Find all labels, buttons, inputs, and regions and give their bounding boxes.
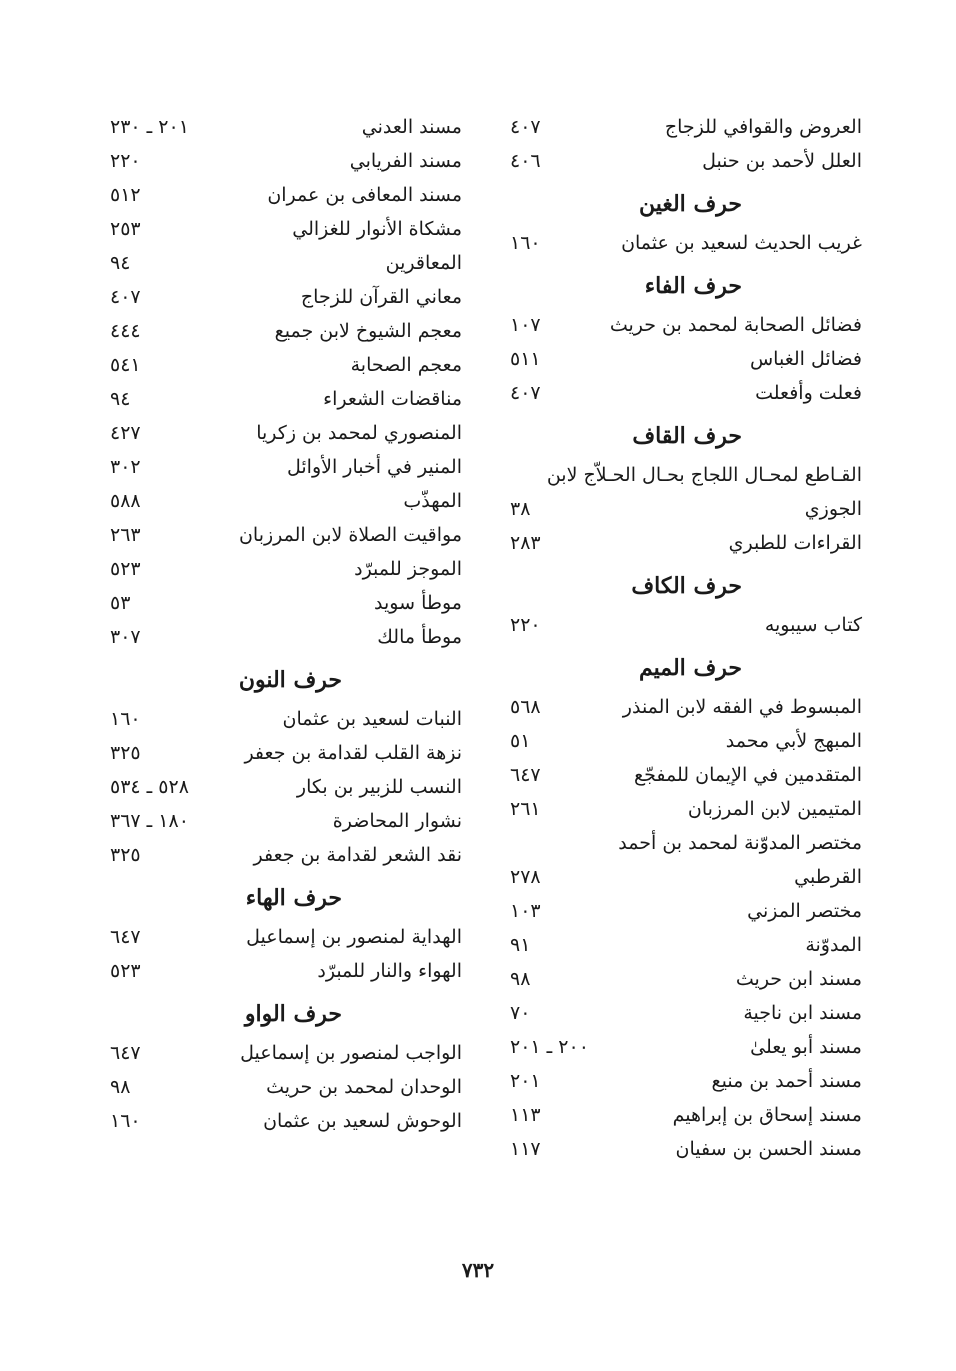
index-entry (110, 144, 462, 178)
entry-page: ٢٠٠ ـ ٢٠١ (510, 1036, 589, 1058)
entry-title: الجوزي (804, 498, 862, 520)
entry-page: ٣٨ (510, 498, 531, 520)
entry-page: ١٠٣ (510, 900, 541, 922)
entry-page: ١٨٠ ـ ٣٦٧ (110, 810, 189, 832)
index-entry (110, 804, 462, 838)
entry-title: الهداية لمنصور بن إسماعيل (246, 926, 462, 948)
index-entry (510, 1064, 862, 1098)
entry-page: ٣٠٧ (110, 626, 141, 648)
index-entry (510, 724, 862, 758)
entry-title: مسند ابن ناجية (743, 1002, 862, 1024)
entry-title: موطأ مالك (377, 626, 462, 648)
entry-page: ٩٨ (110, 1076, 131, 1098)
entry-title: معاني القرآن للزجاج (300, 286, 462, 308)
index-entry (510, 690, 862, 724)
entry-page: ٣٢٥ (110, 742, 141, 764)
index-entry (110, 416, 462, 450)
entry-page: ٩١ (510, 934, 531, 956)
index-entry (110, 552, 462, 586)
section-header: حرف الميم (638, 655, 742, 681)
index-entry (110, 348, 462, 382)
index-entry (110, 178, 462, 212)
entry-title: الوحدان لمحمد بن حريث (266, 1076, 462, 1098)
entry-title: نزهة القلب لقدامة بن جعفر (244, 742, 462, 764)
entry-page: ٥١١ (510, 348, 541, 370)
index-entry (110, 954, 462, 988)
entry-page: ١٠٧ (510, 314, 541, 336)
entry-page: ٩٨ (510, 968, 531, 990)
section-header: حرف الهاء (245, 885, 342, 911)
entry-title: الوحوش لسعيد بن عثمان (263, 1110, 462, 1132)
index-entry (510, 860, 862, 894)
entry-page: ٧٠ (510, 1002, 531, 1024)
index-entry (110, 1070, 462, 1104)
index-entry (110, 702, 462, 736)
index-entry (110, 920, 462, 954)
entry-page: ٤٤٤ (110, 320, 141, 342)
index-entry (510, 826, 862, 860)
entry-page: ٤٠٧ (510, 382, 541, 404)
index-entry (510, 308, 862, 342)
index-entry (110, 1036, 462, 1070)
section-header: حرف القاف (632, 423, 742, 449)
index-entry (110, 770, 462, 804)
entry-page: ٦٤٧ (110, 1042, 141, 1064)
entry-page: ٥١٢ (110, 184, 141, 206)
index-entry (510, 1030, 862, 1064)
entry-title: فضائل الصحابة لمحمد بن حريث (609, 314, 862, 336)
index-entry (110, 212, 462, 246)
entry-page: ٦٤٧ (110, 926, 141, 948)
index-entry (110, 518, 462, 552)
entry-title: مسند ابن حريث (735, 968, 862, 990)
index-entry (510, 492, 862, 526)
entry-title: القرطبي (794, 866, 862, 888)
entry-title: النبات لسعيد بن عثمان (282, 708, 462, 730)
entry-title: مسند إسحاق بن إبراهيم (672, 1104, 862, 1126)
entry-page: ٩٤ (110, 388, 131, 410)
entry-page: ١١٧ (510, 1138, 541, 1160)
entry-title: مسند الحسن بن سفيان (675, 1138, 862, 1160)
entry-title: المهذّب (403, 490, 462, 512)
entry-page: ٥٤١ (110, 354, 141, 376)
index-entry (110, 246, 462, 280)
entry-title: نشوار المحاضرة (332, 810, 462, 832)
entry-title: الهواء والنار للمبرّد (317, 960, 462, 982)
entry-page: ٢٧٨ (510, 866, 541, 888)
index-entry (110, 1104, 462, 1138)
entry-title: القـاطع لمحـال اللجاج بحـال الحـلاّج لابن (546, 464, 862, 486)
entry-title: فضائل الغباس (749, 348, 862, 370)
index-entry (510, 928, 862, 962)
entry-page: ٢٥٣ (110, 218, 141, 240)
entry-page: ٢٦١ (510, 798, 541, 820)
entry-page: ٦٤٧ (510, 764, 541, 786)
entry-title: موطأ سويد (374, 592, 462, 614)
index-entry (110, 586, 462, 620)
entry-title: القراءات للطبري (728, 532, 862, 554)
entry-title: المنصوري لمحمد بن زكريا (256, 422, 462, 444)
index-entry (510, 1098, 862, 1132)
index-entry (110, 450, 462, 484)
entry-page: ٢٠١ (510, 1070, 541, 1092)
entry-title: المتيمين لابن المرزبان (687, 798, 862, 820)
entry-page: ٢٠١ ـ ٢٣٠ (110, 116, 189, 138)
entry-title: فعلت وأفعلت (755, 382, 862, 404)
index-column-right (510, 110, 862, 1166)
index-entry (510, 996, 862, 1030)
entry-title: مسند الفريابي (349, 150, 462, 172)
entry-page: ١٦٠ (510, 232, 541, 254)
entry-page: ٥١ (510, 730, 531, 752)
entry-title: مسند أبو يعلىٰ (750, 1036, 862, 1058)
section-header: حرف النون (238, 667, 342, 693)
page-number: ٧٣٢ (461, 1258, 495, 1282)
index-entry (110, 620, 462, 654)
entry-title: معجم الصحابة (350, 354, 462, 376)
entry-title: معجم الشيوخ لابن جميع (274, 320, 462, 342)
entry-page: ٥٣ (110, 592, 131, 614)
entry-page: ٢٦٣ (110, 524, 141, 546)
entry-page: ١٦٠ (110, 708, 141, 730)
entry-title: مختصر المدوّنة لمحمد بن أحمد (618, 832, 862, 854)
entry-title: مختصر المزني (747, 900, 862, 922)
entry-title: المنير في أخبار الأوائل (286, 456, 462, 478)
section-header: حرف الواو (244, 1001, 342, 1027)
entry-page: ٣٢٥ (110, 844, 141, 866)
entry-title: النسب للزبير بن بكار (296, 776, 462, 798)
index-entry (110, 382, 462, 416)
index-entry (510, 144, 862, 178)
entry-page: ١٦٠ (110, 1110, 141, 1132)
entry-title: المبسوط في الفقه لابن المنذر (622, 696, 862, 718)
index-entry (510, 758, 862, 792)
entry-page: ٢٢٠ (110, 150, 141, 172)
entry-title: مناقضات الشعراء (323, 388, 462, 410)
entry-title: المبهج لأبي محمد (725, 730, 862, 752)
entry-page: ٣٠٢ (110, 456, 141, 478)
entry-page: ٤٠٧ (110, 286, 141, 308)
entry-title: غريب الحديث لسعيد بن عثمان (621, 232, 862, 254)
index-entry (510, 1132, 862, 1166)
index-entry (110, 838, 462, 872)
entry-title: مسند العدني (361, 116, 462, 138)
index-entry (510, 894, 862, 928)
entry-title: كتاب سيبويه (764, 614, 862, 636)
entry-page: ٥٢٣ (110, 558, 141, 580)
entry-page: ٥٨٨ (110, 490, 141, 512)
index-entry (510, 962, 862, 996)
entry-title: المتقدمين في الإيمان للمفجّع (634, 764, 862, 786)
index-entry (110, 280, 462, 314)
entry-page: ٢٨٣ (510, 532, 541, 554)
section-header: حرف الكاف (631, 573, 742, 599)
entry-title: العلل لأحمد بن حنبل (702, 150, 862, 172)
index-entry (510, 608, 862, 642)
entry-page: ٤٢٧ (110, 422, 141, 444)
section-header: حرف الفاء (644, 273, 742, 299)
entry-title: مسند المعافى بن عمران (267, 184, 462, 206)
index-entry (110, 484, 462, 518)
index-entry (510, 792, 862, 826)
entry-title: نقد الشعر لقدامة بن جعفر (253, 844, 462, 866)
entry-title: الواجب لمنصور بن إسماعيل (240, 1042, 462, 1064)
index-entry (510, 458, 862, 492)
index-entry (510, 226, 862, 260)
entry-page: ٢٢٠ (510, 614, 541, 636)
entry-title: المعاقرين (385, 252, 462, 274)
entry-title: مواقيت الصلاة لابن المرزبان (238, 524, 462, 546)
entry-page: ٥٢٣ (110, 960, 141, 982)
entry-page: ٤٠٧ (510, 116, 541, 138)
index-entry (510, 110, 862, 144)
section-header: حرف الغين (638, 191, 742, 217)
index-entry (110, 314, 462, 348)
entry-page: ٥٢٨ ـ ٥٣٤ (110, 776, 189, 798)
index-entry (510, 376, 862, 410)
entry-page: ٥٦٨ (510, 696, 541, 718)
entry-title: مشكاة الأنوار للغزالي (292, 218, 462, 240)
index-entry (510, 526, 862, 560)
entry-page: ٤٠٦ (510, 150, 541, 172)
entry-page: ١١٣ (510, 1104, 541, 1126)
entry-title: العروض والقوافي للزجاج (664, 116, 862, 138)
index-entry (110, 110, 462, 144)
index-entry (510, 342, 862, 376)
entry-title: الموجز للمبرّد (354, 558, 462, 580)
entry-title: المدوّنة (805, 934, 862, 956)
entry-title: مسند أحمد بن منيع (711, 1070, 862, 1092)
index-column-left (110, 110, 462, 1138)
entry-page: ٩٤ (110, 252, 131, 274)
index-entry (110, 736, 462, 770)
